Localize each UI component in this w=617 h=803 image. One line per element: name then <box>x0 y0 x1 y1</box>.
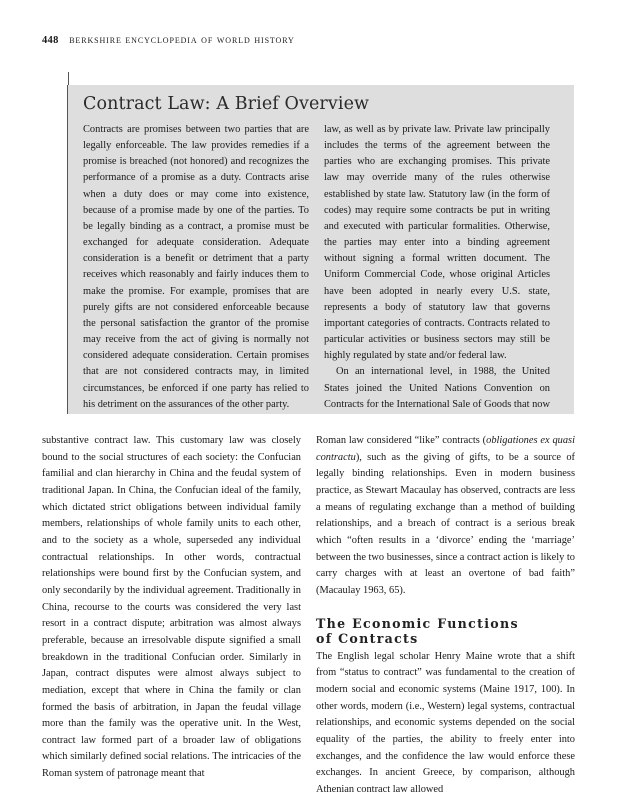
body-paragraph: The English legal scholar Henry Maine wrote that a shift from “status to contract” was fundamental to the creation of modern social and economic systems (Maine 1917, 100). In other words, modern (i.e., Western) legal systems, contractual relationships, and economic systems depended on the social equality of the parties, the ability to freely enter into exchanges, and the confidence the law would enforce these exchanges. In ancient Greece, by comparison, although Athenian contract law allowed <box>316 650 575 795</box>
body-paragraph-intro <box>316 433 575 600</box>
running-head <box>42 34 295 46</box>
sidebar-title: Contract Law: A Brief Overview <box>83 94 370 114</box>
body-left-column <box>42 433 301 803</box>
sidebar-box <box>67 85 574 414</box>
page-number: 448 <box>42 35 59 46</box>
body-right-column <box>316 433 575 803</box>
latin-term: obligationes ex quasi contractu <box>316 435 575 463</box>
intro-text-before: Roman law considered “like” contracts ( <box>316 435 487 446</box>
sidebar-rule <box>68 72 69 85</box>
intro-text-after: ), such as the giving of gifts, to be a source of legally binding relationships. Even in modern business practice, as Stewart Macaulay has observed, contracts are less a means of regulating exchange than a method of building relationships, and a breach of contract is a serious break which “often results in a ‘divorce’ ending the ‘marriage’ between the two businesses, since a contract action is likely to carry charges with at least an overtone of bad faith” (Macaulay 1963, 65). <box>316 451 575 596</box>
section-heading-line1: The Economic Functions <box>316 615 519 631</box>
sidebar-paragraph: Contracts are promises between two parties that are legally enforceable. The law provides remedies if a promise is breached (not honored) and recognizes the performance of a promise as a duty. Contracts arise when a duty does or may come into existence, because of a promise made by one of the parties. To be legally binding as a contract, a promise must be exchanged for adequate consideration. Adequate consideration is a benefit or detriment that a party receives which reasonably and fairly induces them to make the promise. For example, promises that are purely gifts are not considered enforceable because the personal satisfaction the grantor of the promise may receive from the act of giving is normally not considered adequate consideration. Certain promises that are not considered contracts may, in limited circumstances, be enforced if one party has relied to his detriment on the assurances of the other party. <box>83 124 309 410</box>
sidebar-left-column <box>83 122 309 412</box>
running-title: berkshire encyclopedia of world history <box>69 34 295 46</box>
body-paragraph: substantive contract law. This customary law was closely bound to the social structures of each society: the Confucian familial and clan hierarchy in China and the feudal system of traditional Japan. In China, the Confucian ideal of the family, which dictated strict obligations between individual family members, relationships of whole family units to each other, and to the society as a whole, superseded any individual contractual relationships. In other words, contractual relationships were bound first by the Confucian system, and only secondarily by the individual agreement. Traditionally in China, recourse to the courts was considered the very last resort in a contract dispute; arbitration was almost always preferable, because an irresolvable dispute signified a small breakdown in the traditional Confucian order. Similarly in Japan, contract disputes were almost always subject to mediation, except that where in China the family or clan formed the basis of arbitration, in Japan the feudal village more than the family was the operative unit. In the West, contract law formed part of a broader law of obligations which similarly defined social relations. The intricacies of the Roman system of patronage meant that <box>42 435 301 780</box>
sidebar-paragraph: On an international level, in 1988, the United States joined the United Nations Convention on Contracts for the International Sale of Goods that now <box>324 366 550 410</box>
section-heading <box>316 616 575 646</box>
section-heading-line2: of Contracts <box>316 630 419 646</box>
sidebar-right-column <box>324 122 550 412</box>
sidebar-paragraph: law, as well as by private law. Private law principally includes the terms of the agreement between the parties who are exchanging promises. This private law may override many of the rules otherwise established by state law. Statutory law (in the form of codes) may require some contracts be put in writing and executed with particular formalities. Otherwise, the parties may enter into a binding agreement without signing a formal written document. The Uniform Commercial Code, whose original Articles have been adopted in nearly every U.S. state, represents a body of statutory law that governs important categories of contracts. Contracts related to particular activities or business sectors may still be highly regulated by state and/or federal law. <box>324 124 550 362</box>
